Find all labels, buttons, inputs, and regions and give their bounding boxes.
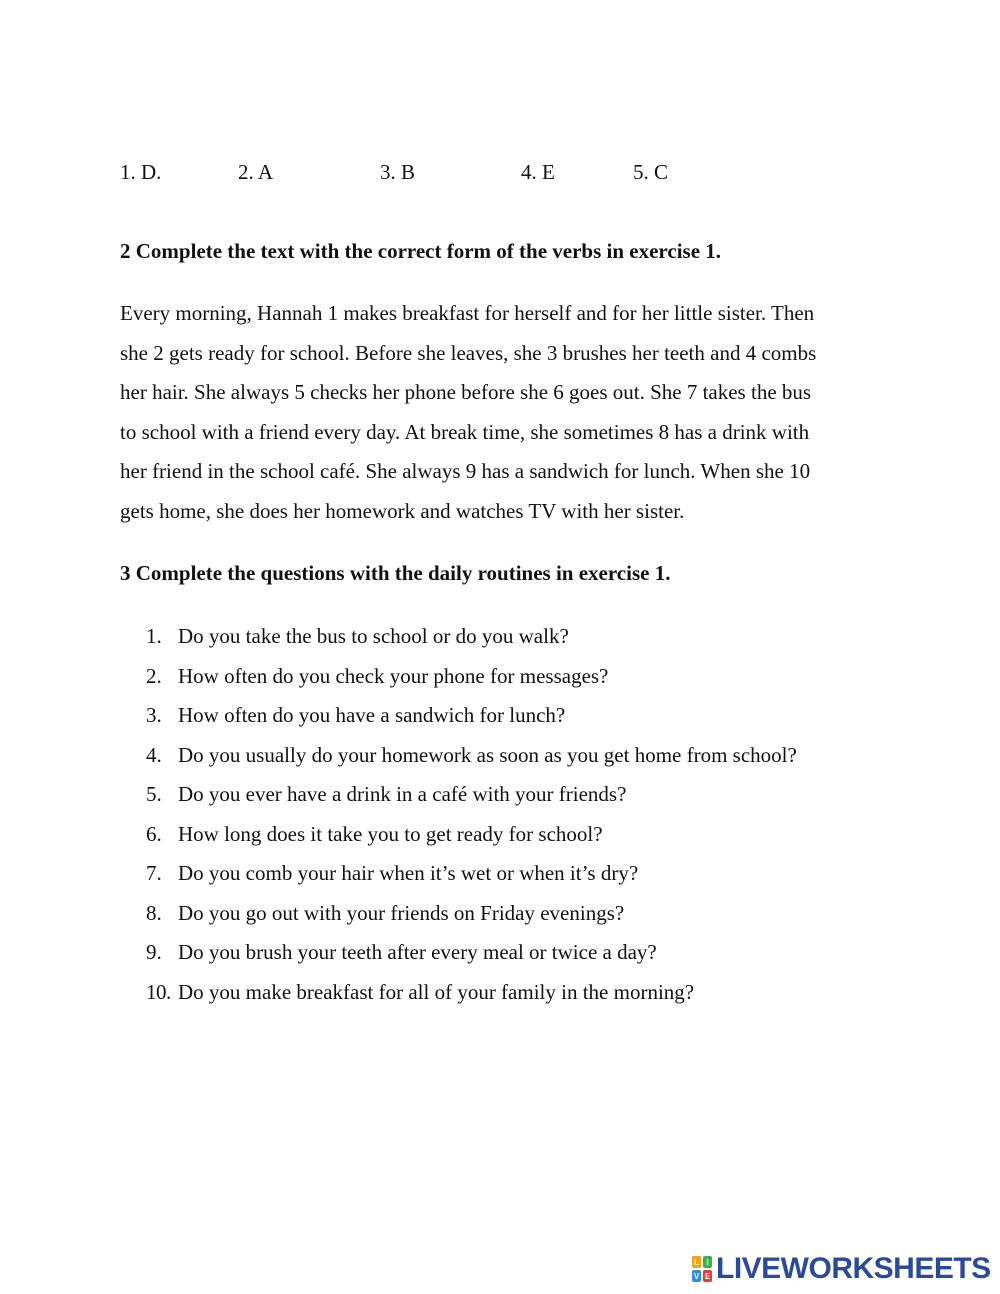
- paragraph-line: she 2 gets ready for school. Before she leaves, she 3 brushes her teeth and 4 combs: [120, 340, 817, 365]
- question-text: Do you comb your hair when it’s wet or when it’s dry?: [178, 861, 639, 885]
- svg-text:V: V: [693, 1272, 700, 1281]
- question-text: Do you make breakfast for all of your family in the morning?: [178, 979, 695, 1004]
- question-item: [120, 978, 900, 1018]
- liveworksheets-logo-icon: [692, 1256, 712, 1282]
- question-item: [120, 701, 900, 741]
- exercise-3-question-list: [120, 622, 900, 1017]
- question-text: How often do you have a sandwich for lunch?: [178, 703, 566, 727]
- svg-text:E: E: [704, 1272, 711, 1281]
- question-number: 10.: [146, 979, 171, 1004]
- answer-key-row: [120, 160, 820, 186]
- question-text: Do you take the bus to school or do you walk?: [178, 624, 569, 648]
- answer-2: 2. A: [238, 160, 274, 184]
- question-item: [120, 662, 900, 702]
- question-number: 9.: [146, 940, 162, 964]
- question-text: How often do you check your phone for messages?: [178, 663, 609, 688]
- question-item: [120, 859, 900, 899]
- paragraph-line: her friend in the school café. She always 9 has a sandwich for lunch. When she 10: [120, 459, 811, 483]
- question-number: 2.: [146, 663, 162, 688]
- question-item: [120, 938, 900, 978]
- question-number: 6.: [146, 821, 162, 846]
- question-text: How long does it take you to get ready for school?: [178, 821, 603, 846]
- paragraph-line: to school with a friend every day. At break time, she sometimes 8 has a drink with: [120, 419, 810, 444]
- question-number: 3.: [146, 703, 162, 727]
- answer-3: 3. B: [380, 160, 416, 184]
- liveworksheets-logo: [692, 1252, 992, 1286]
- question-item: [120, 780, 900, 820]
- question-number: 5.: [146, 782, 162, 806]
- answer-4: 4. E: [521, 160, 555, 184]
- logo-text: LIVEWORKSHEETS: [716, 1252, 991, 1285]
- question-text: Do you brush your teeth after every meal or twice a day?: [178, 940, 657, 964]
- question-item: [120, 820, 900, 860]
- question-item: [120, 741, 900, 781]
- exercise-3-heading: 3 Complete the questions with the daily routines in exercise 1.: [120, 561, 671, 585]
- question-number: 4.: [146, 742, 162, 767]
- question-number: 1.: [146, 624, 162, 648]
- question-number: 7.: [146, 861, 162, 885]
- paragraph-line: her hair. She always 5 checks her phone before she 6 goes out. She 7 takes the bus: [120, 380, 812, 404]
- question-item: [120, 899, 900, 939]
- svg-text:L: L: [694, 1258, 699, 1267]
- question-text: Do you usually do your homework as soon as you get home from school?: [178, 742, 797, 767]
- question-text: Do you go out with your friends on Friday evenings?: [178, 900, 625, 925]
- paragraph-line: Every morning, Hannah 1 makes breakfast for herself and for her little sister. Then: [120, 301, 815, 325]
- paragraph-line: gets home, she does her homework and watches TV with her sister.: [120, 498, 685, 523]
- question-number: 8.: [146, 900, 162, 925]
- svg-text:I: I: [706, 1258, 709, 1267]
- answer-5: 5. C: [633, 160, 669, 184]
- answer-1: 1. D.: [120, 160, 162, 184]
- question-text: Do you ever have a drink in a café with your friends?: [178, 782, 627, 806]
- exercise-2-text: [120, 299, 900, 536]
- question-item: [120, 622, 900, 662]
- exercise-2-heading: 2 Complete the text with the correct form of the verbs in exercise 1.: [120, 239, 722, 263]
